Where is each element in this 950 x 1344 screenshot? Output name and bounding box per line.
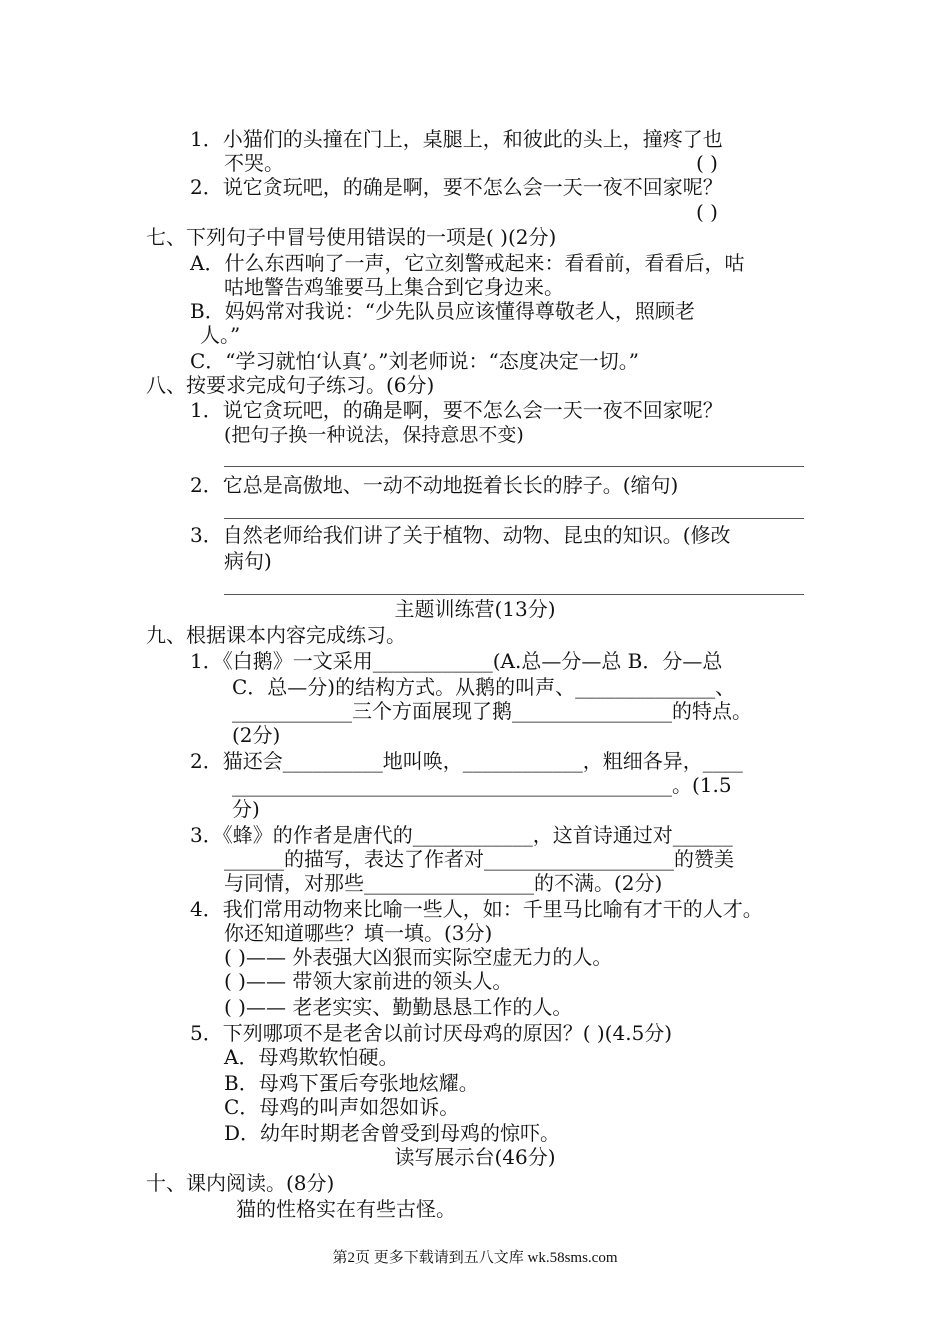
answer-blank-parens: ( ) [696, 151, 718, 175]
question-8-item-3-line-1: 3．自然老师给我们讲了关于植物、动物、昆虫的知识。(修改 [190, 523, 731, 547]
section-title-reading-writing: 读写展示台(46分) [394, 1145, 556, 1169]
question-9-item-1-line-1: 1．《白鹅》一文采用____________(A.总—分—总 B．分—总 [190, 649, 723, 673]
question-7-option-a-line-1: A．什么东西响了一声，它立刻警戒起来：看看前，看看后，咕 [190, 251, 745, 275]
answer-blank-parens: ( ) [696, 200, 718, 224]
reading-passage-first-line: 猫的性格实在有些古怪。 [236, 1197, 456, 1221]
question-9-item-2-line-1: 2．猫还会__________地叫唤，____________，粗细各异，____ [190, 749, 743, 773]
question-9-item-5-option-c: C．母鸡的叫声如怨如诉。 [224, 1095, 460, 1119]
answer-line [224, 466, 804, 467]
question-9-item-3-line-3: 与同情，对那些_________________的不满。(2分) [224, 871, 663, 895]
question-9-item-1-line-4: (2分) [232, 723, 281, 747]
question-7-option-b-line-2: 人。” [200, 323, 241, 347]
page-footer: 第2页 更多下载请到五八文库 wk.58sms.com [332, 1250, 618, 1266]
question-7-option-a-line-2: 咕地警告鸡雏要马上集合到它身边来。 [224, 275, 564, 299]
question-9-item-4-line-1: 4．我们常用动物来比喻一些人，如：千里马比喻有才干的人才。 [190, 897, 763, 921]
answer-line [224, 594, 804, 595]
question-10-heading: 十、课内阅读。(8分) [146, 1171, 335, 1195]
question-9-item-2-line-2: ____________________________________________。(1.5 [232, 773, 732, 797]
question-7-option-c: C．“学习就怕‘认真’。”刘老师说：“态度决定一切。” [190, 349, 639, 373]
question-8-item-1-note: (把句子换一种说法，保持意思不变) [224, 424, 524, 446]
question-9-item-5-option-a: A．母鸡欺软怕硬。 [224, 1045, 399, 1069]
question-9-item-2-line-3: 分) [232, 797, 260, 821]
question-9-item-4-fill-2: ( )—— 带领大家前进的领头人。 [224, 969, 513, 993]
question-6-item-1-line-1: 1．小猫们的头撞在门上，桌腿上，和彼此的头上，撞疼了也 [190, 127, 723, 151]
question-6-item-2: 2．说它贪玩吧，的确是啊，要不怎么会一天一夜不回家呢？ [190, 175, 723, 199]
question-9-item-5-option-b: B．母鸡下蛋后夸张地炫耀。 [224, 1071, 479, 1095]
question-9-item-4-fill-3: ( )—— 老老实实、勤勤恳恳工作的人。 [224, 995, 573, 1019]
question-8-item-3-line-2: 病句) [224, 549, 272, 573]
question-9-item-5-option-d: D．幼年时期老舍曾受到母鸡的惊吓。 [224, 1121, 561, 1145]
question-6-item-1-line-2: 不哭。 [224, 151, 284, 175]
answer-line [224, 518, 804, 519]
question-9-item-4-line-2: 你还知道哪些？填一填。(3分) [224, 921, 493, 945]
question-9-item-4-fill-1: ( )—— 外表强大凶狠而实际空虚无力的人。 [224, 945, 613, 969]
question-9-item-5: 5．下列哪项不是老舍以前讨厌母鸡的原因？( )(4.5分) [190, 1021, 673, 1045]
question-7-heading: 七、下列句子中冒号使用错误的一项是( )(2分) [146, 225, 557, 249]
question-7-option-b-line-1: B．妈妈常对我说：“少先队员应该懂得尊敬老人，照顾老 [190, 299, 695, 323]
question-8-heading: 八、按要求完成句子练习。(6分) [146, 373, 435, 397]
question-8-item-2: 2．它总是高傲地、一动不动地挺着长长的脖子。(缩句) [190, 473, 679, 497]
question-9-item-3-line-2: ______的描写，表达了作者对___________________的赞美 [224, 847, 734, 871]
question-9-item-1-line-3: ____________三个方面展现了鹅________________的特点。 [232, 699, 752, 723]
question-9-item-1-line-2: C．总—分)的结构方式。从鹅的叫声、______________、 [232, 675, 736, 699]
question-8-item-1: 1．说它贪玩吧，的确是啊，要不怎么会一天一夜不回家呢？ [190, 398, 723, 422]
question-9-item-3-line-1: 3．《蜂》的作者是唐代的____________，这首诗通过对______ [190, 823, 733, 847]
section-title-theme-training: 主题训练营(13分) [394, 597, 556, 621]
question-9-heading: 九、根据课本内容完成练习。 [146, 623, 406, 647]
